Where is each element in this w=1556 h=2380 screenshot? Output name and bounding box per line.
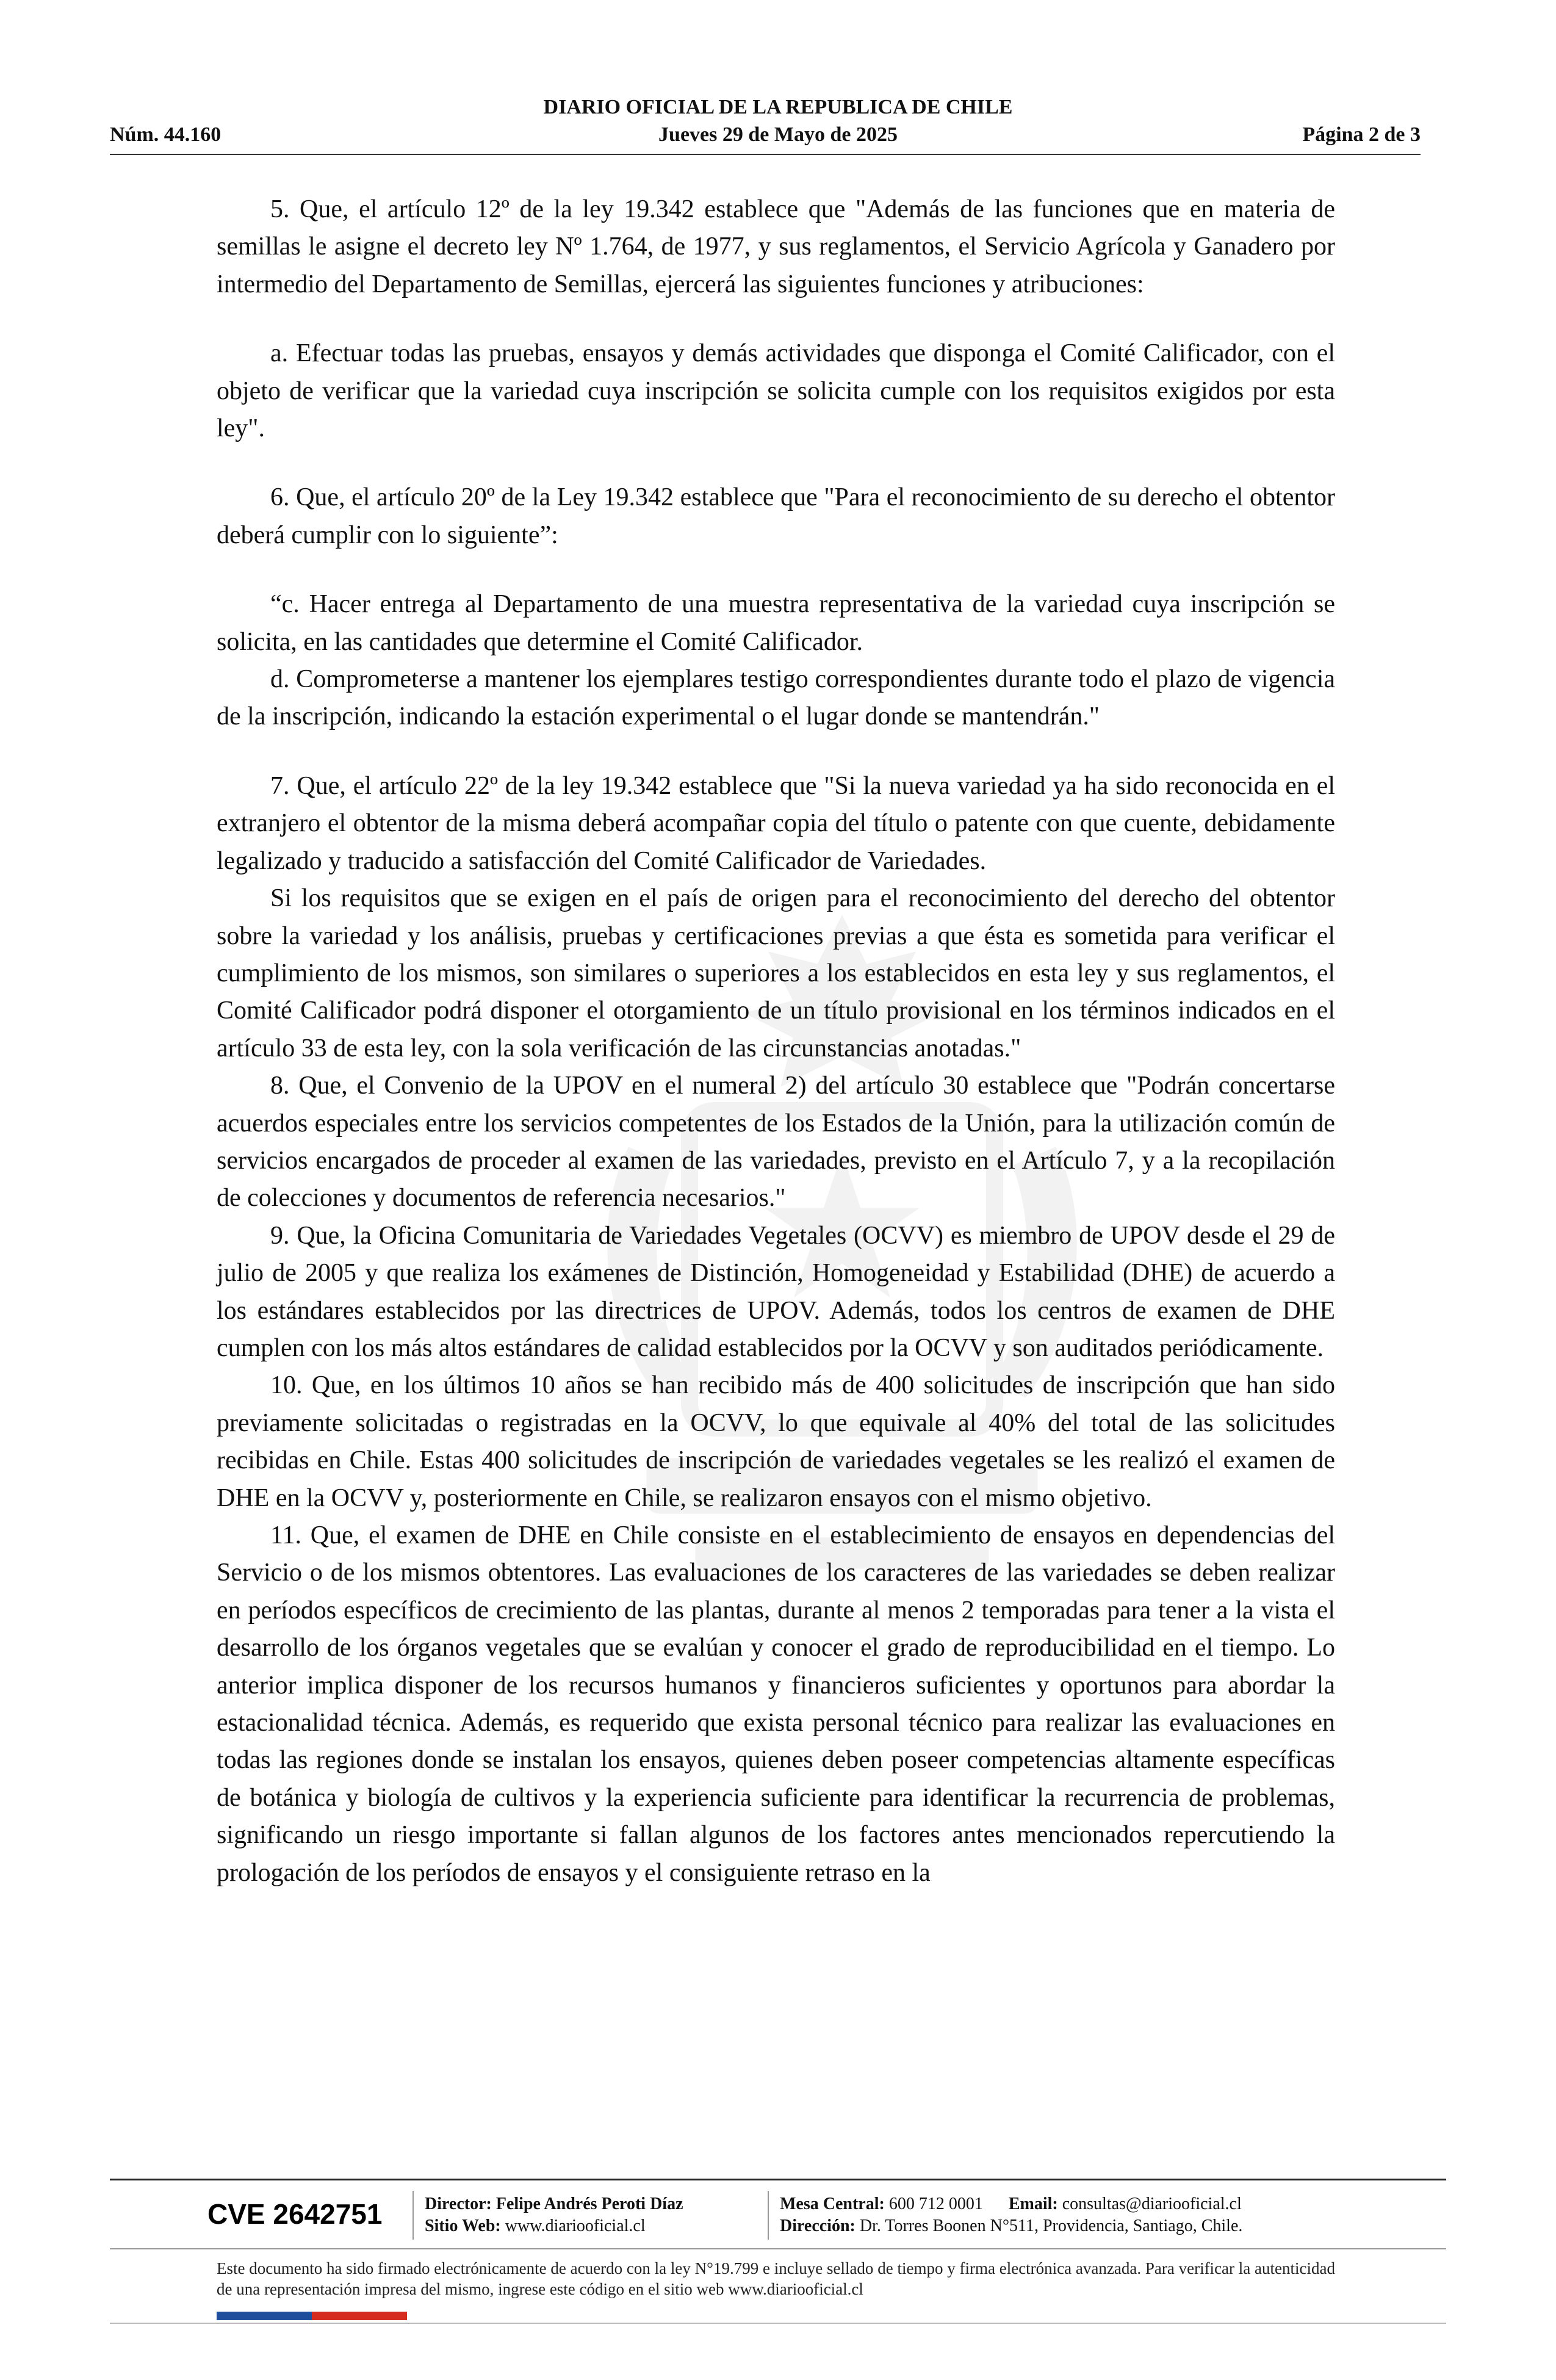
signature-note: Este documento ha sido firmado electrónicamente de acuerdo con la ley N°19.799 e incluye sellado de tiempo y firma electrónica avanzada. Para verificar la autenticidad de una representación impresa del mismo, ingrese este código en el sitio web www.diariooficial.cl xyxy=(217,2259,1335,2298)
flag-blue-segment xyxy=(217,2312,312,2320)
footer-separator xyxy=(768,2191,769,2240)
email-link[interactable]: consultas@diariooficial.cl xyxy=(1062,2194,1242,2213)
address-label: Dirección: xyxy=(780,2216,855,2235)
phone-number: 600 712 0001 xyxy=(888,2194,983,2213)
page-indicator: Página 2 de 3 xyxy=(1302,123,1421,146)
contact-line xyxy=(780,2193,1242,2215)
paragraph-7-cont: Si los requisitos que se exigen en el país de origen para el reconocimiento del derecho del obtentor sobre la variedad y los análisis, pruebas y certificaciones previas a que ésta es sometida para verificar el cumplimiento de los mismos, son similares o superiores a los establecidos en esta ley y sus reglamentos, el Comité Calificador podrá disponer el otorgamiento de un título provisional en los términos indicados en el artículo 33 de esta ley, con la sola verificación de las circunstancias anotadas." xyxy=(217,884,1335,1062)
paragraph-5: 5. Que, el artículo 12º de la ley 19.342 establece que "Además de las funciones que en materia de semillas le asigne el decreto ley Nº 1.764, de 1977, y sus reglamentos, el Servicio Agrícola y Ganadero por intermedio del Departamento de Semillas, ejercerá las siguientes funciones y atribuciones: xyxy=(217,195,1335,298)
director-name: Felipe Andrés Peroti Díaz xyxy=(495,2194,683,2213)
header-divider xyxy=(110,154,1421,155)
footer-divider-mid xyxy=(110,2248,1446,2249)
director-label: Director: xyxy=(425,2194,492,2213)
paragraph-9: 9. Que, la Oficina Comunitaria de Variedades Vegetales (OCVV) es miembro de UPOV desde el 29 de julio de 2005 y que realiza los exámenes de Distinción, Homogeneidad y Estabilidad (DHE) de acuerdo a los estándares establecidos por las directrices de UPOV. Además, todos los centros de examen de DHE cumplen con los más altos estándares de calidad establecidos por la OCVV y son auditados periódicamente. xyxy=(217,1221,1335,1362)
address-line xyxy=(780,2215,1242,2237)
footer-divider-bottom xyxy=(110,2323,1446,2324)
website-label: Sitio Web: xyxy=(425,2216,501,2235)
paragraph-6: 6. Que, el artículo 20º de la Ley 19.342 establece que "Para el reconocimiento de su derecho el obtentor deberá cumplir con lo siguiente”: xyxy=(217,483,1335,549)
footer-separator xyxy=(412,2191,414,2240)
paragraph-6d: d. Comprometerse a mantener los ejemplares testigo correspondientes durante todo el plazo de vigencia de la inscripción, indicando la estación experimental o el lugar donde se mantendrán." xyxy=(217,665,1335,731)
director-line xyxy=(425,2193,683,2215)
paragraph-7: 7. Que, el artículo 22º de la ley 19.342 establece que "Si la nueva variedad ya ha sido reconocida en el extranjero el obtentor de la misma deberá acompañar copia del título o patente con que cuente, debidamente legalizado y traducido a satisfacción del Comité Calificador de Variedades. xyxy=(217,771,1335,875)
website-link[interactable]: www.diariooficial.cl xyxy=(505,2216,646,2235)
paragraph-5a: a. Efectuar todas las pruebas, ensayos y demás actividades que disponga el Comité Calificador, con el objeto de verificar que la variedad cuya inscripción se solicita cumple con los requisitos exigidos por esta ley". xyxy=(217,339,1335,443)
paragraph-11: 11. Que, el examen de DHE en Chile consiste en el establecimiento de ensayos en dependencias del Servicio o de los mismos obtentores. Las evaluaciones de los caracteres de las variedades se deben realizar en períodos específicos de crecimiento de las plantas, durante al menos 2 temporadas para tener a la vista el desarrollo de los órganos vegetales que se evalúan y conocer el grado de reproducibilidad en el tiempo. Lo anterior implica disponer de los recursos humanos y financieros suficientes y oportunos para abordar la estacionalidad técnica. Además, es requerido que exista personal técnico para realizar las evaluaciones en todas las regiones donde se instalan los ensayos, quienes deben poseer competencias altamente específicas de botánica y biología de cultivos y la experiencia suficiente para identificar la recurrencia de problemas, significando un riesgo importante si fallan algunos de los factores antes mencionados repercutiendo la prologación de los períodos de ensayos y el consiguiente retraso en la xyxy=(217,1521,1335,1887)
footer-divider-top xyxy=(110,2179,1446,2180)
cve-code: CVE 2642751 xyxy=(207,2198,383,2230)
paragraph-10: 10. Que, en los últimos 10 años se han recibido más de 400 solicitudes de inscripción que han sido previamente solicitadas o registradas en la OCVV, lo que equivale al 40% del total de las solicitudes recibidas en Chile. Estas 400 solicitudes de inscripción de variedades vegetales se les realizó el examen de DHE en la OCVV y, posteriormente en Chile, se realizaron ensayos con el mismo objetivo. xyxy=(217,1371,1335,1512)
newspaper-title: DIARIO OFICIAL DE LA REPUBLICA DE CHILE xyxy=(543,96,1013,118)
issue-number: Núm. 44.160 xyxy=(110,123,222,146)
issue-date: Jueves 29 de Mayo de 2025 xyxy=(658,123,898,146)
paragraph-8: 8. Que, el Convenio de la UPOV en el numeral 2) del artículo 30 establece que "Podrán concertarse acuerdos especiales entre los servicios competentes de los Estados de la Unión, para la utilización común de servicios encargados de proceder al examen de las variedades, previsto en el Artículo 7, y a la recopilación de colecciones y documentos de referencia necesarios." xyxy=(217,1072,1335,1213)
paragraph-6c: “c. Hacer entrega al Departamento de una muestra representativa de la variedad cuya inscripción se solicita, en las cantidades que determine el Comité Calificador. xyxy=(217,590,1335,656)
address-text: Dr. Torres Boonen N°511, Providencia, Santiago, Chile. xyxy=(859,2216,1243,2235)
flag-color-bar xyxy=(217,2312,407,2320)
email-label: Email: xyxy=(1008,2194,1058,2213)
flag-red-segment xyxy=(312,2312,407,2320)
document-body xyxy=(217,191,1335,1892)
website-line xyxy=(425,2215,646,2237)
phone-label: Mesa Central: xyxy=(780,2194,885,2213)
